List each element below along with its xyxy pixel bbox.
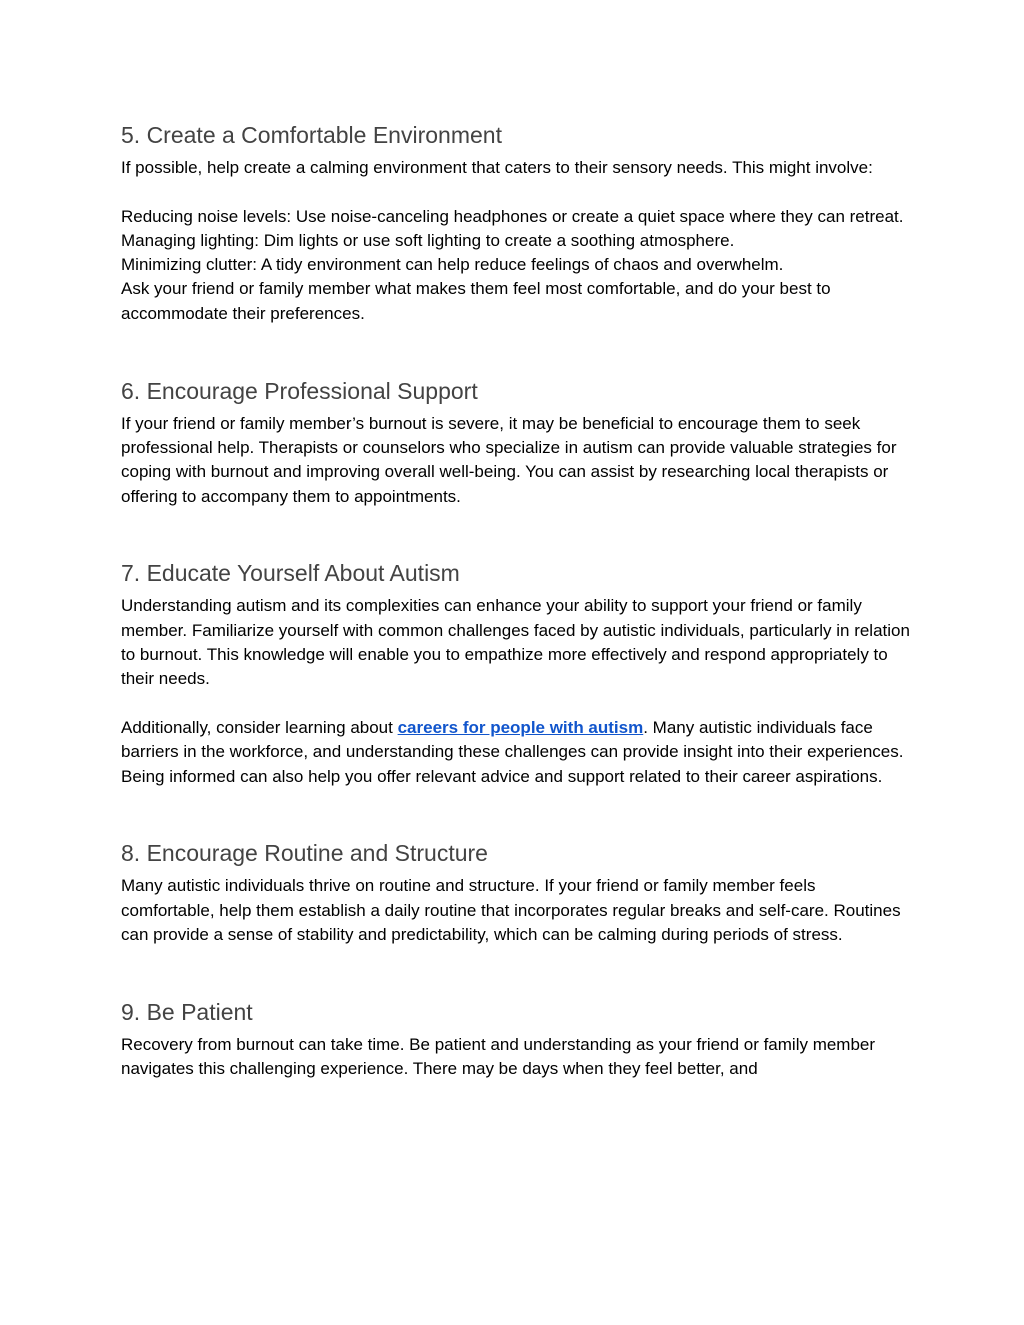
section-paragraph: Understanding autism and its complexities can enhance your ability to support your friend or family member. Familiarize yourself with common challenges faced by autistic individuals, particularly in relation to burnout. This knowledge will enable you to empathize more effectively and respond appropriately to their needs.	[121, 596, 910, 689]
section-routine-structure	[121, 837, 911, 947]
section-intro: If possible, help create a calming environment that caters to their sensory needs. This might involve:	[121, 158, 873, 177]
document-page	[121, 119, 911, 1082]
section-be-patient	[121, 996, 911, 1082]
careers-link[interactable]: careers for people with autism	[397, 717, 644, 737]
list-item: Reducing noise levels: Use noise-canceling headphones or create a quiet space where they can retreat.	[121, 206, 904, 226]
section-professional-support	[121, 375, 911, 509]
section-heading: 7. Educate Yourself About Autism	[121, 560, 460, 587]
section-paragraph-with-link	[121, 716, 911, 789]
section-heading: 9. Be Patient	[121, 998, 253, 1025]
list-item: Ask your friend or family member what makes them feel most comfortable, and do your best to accommodate their preferences.	[121, 279, 831, 323]
section-paragraph: Recovery from burnout can take time. Be patient and understanding as your friend or family member navigates this challenging experience. There may be days when they feel better, and	[121, 1034, 876, 1079]
list-item: Managing lighting: Dim lights or use soft lighting to create a soothing atmosphere.	[121, 230, 735, 250]
section-heading: 6. Encourage Professional Support	[121, 377, 478, 404]
paragraph-text-after-link: . Many autistic individuals face barriers in the workforce, and understanding these challenges can provide insight into their experiences. Being informed can also help you offer relevant advice and support related to their career aspirations.	[121, 717, 904, 786]
section-heading: 5. Create a Comfortable Environment	[121, 122, 502, 148]
section-heading: 8. Encourage Routine and Structure	[121, 840, 488, 867]
section-educate-yourself	[121, 557, 911, 788]
paragraph-text-before-link: Additionally, consider learning about	[121, 717, 398, 737]
section-comfortable-environment	[121, 119, 911, 326]
section-paragraph: Many autistic individuals thrive on routine and structure. If your friend or family member feels comfortable, help them establish a daily routine that incorporates regular breaks and self-care. Routines can provide a sense of stability and predictability, which can be calming during periods of stress.	[121, 876, 901, 945]
list-item: Minimizing clutter: A tidy environment can help reduce feelings of chaos and overwhelm.	[121, 255, 784, 275]
section-paragraph: If your friend or family member’s burnout is severe, it may be beneficial to encourage them to seek professional help. Therapists or counselors who specialize in autism can provide valuable strategies for coping with burnout and improving overall well-being. You can assist by researching local therapists or offering to accompany them to appointments.	[121, 413, 897, 506]
